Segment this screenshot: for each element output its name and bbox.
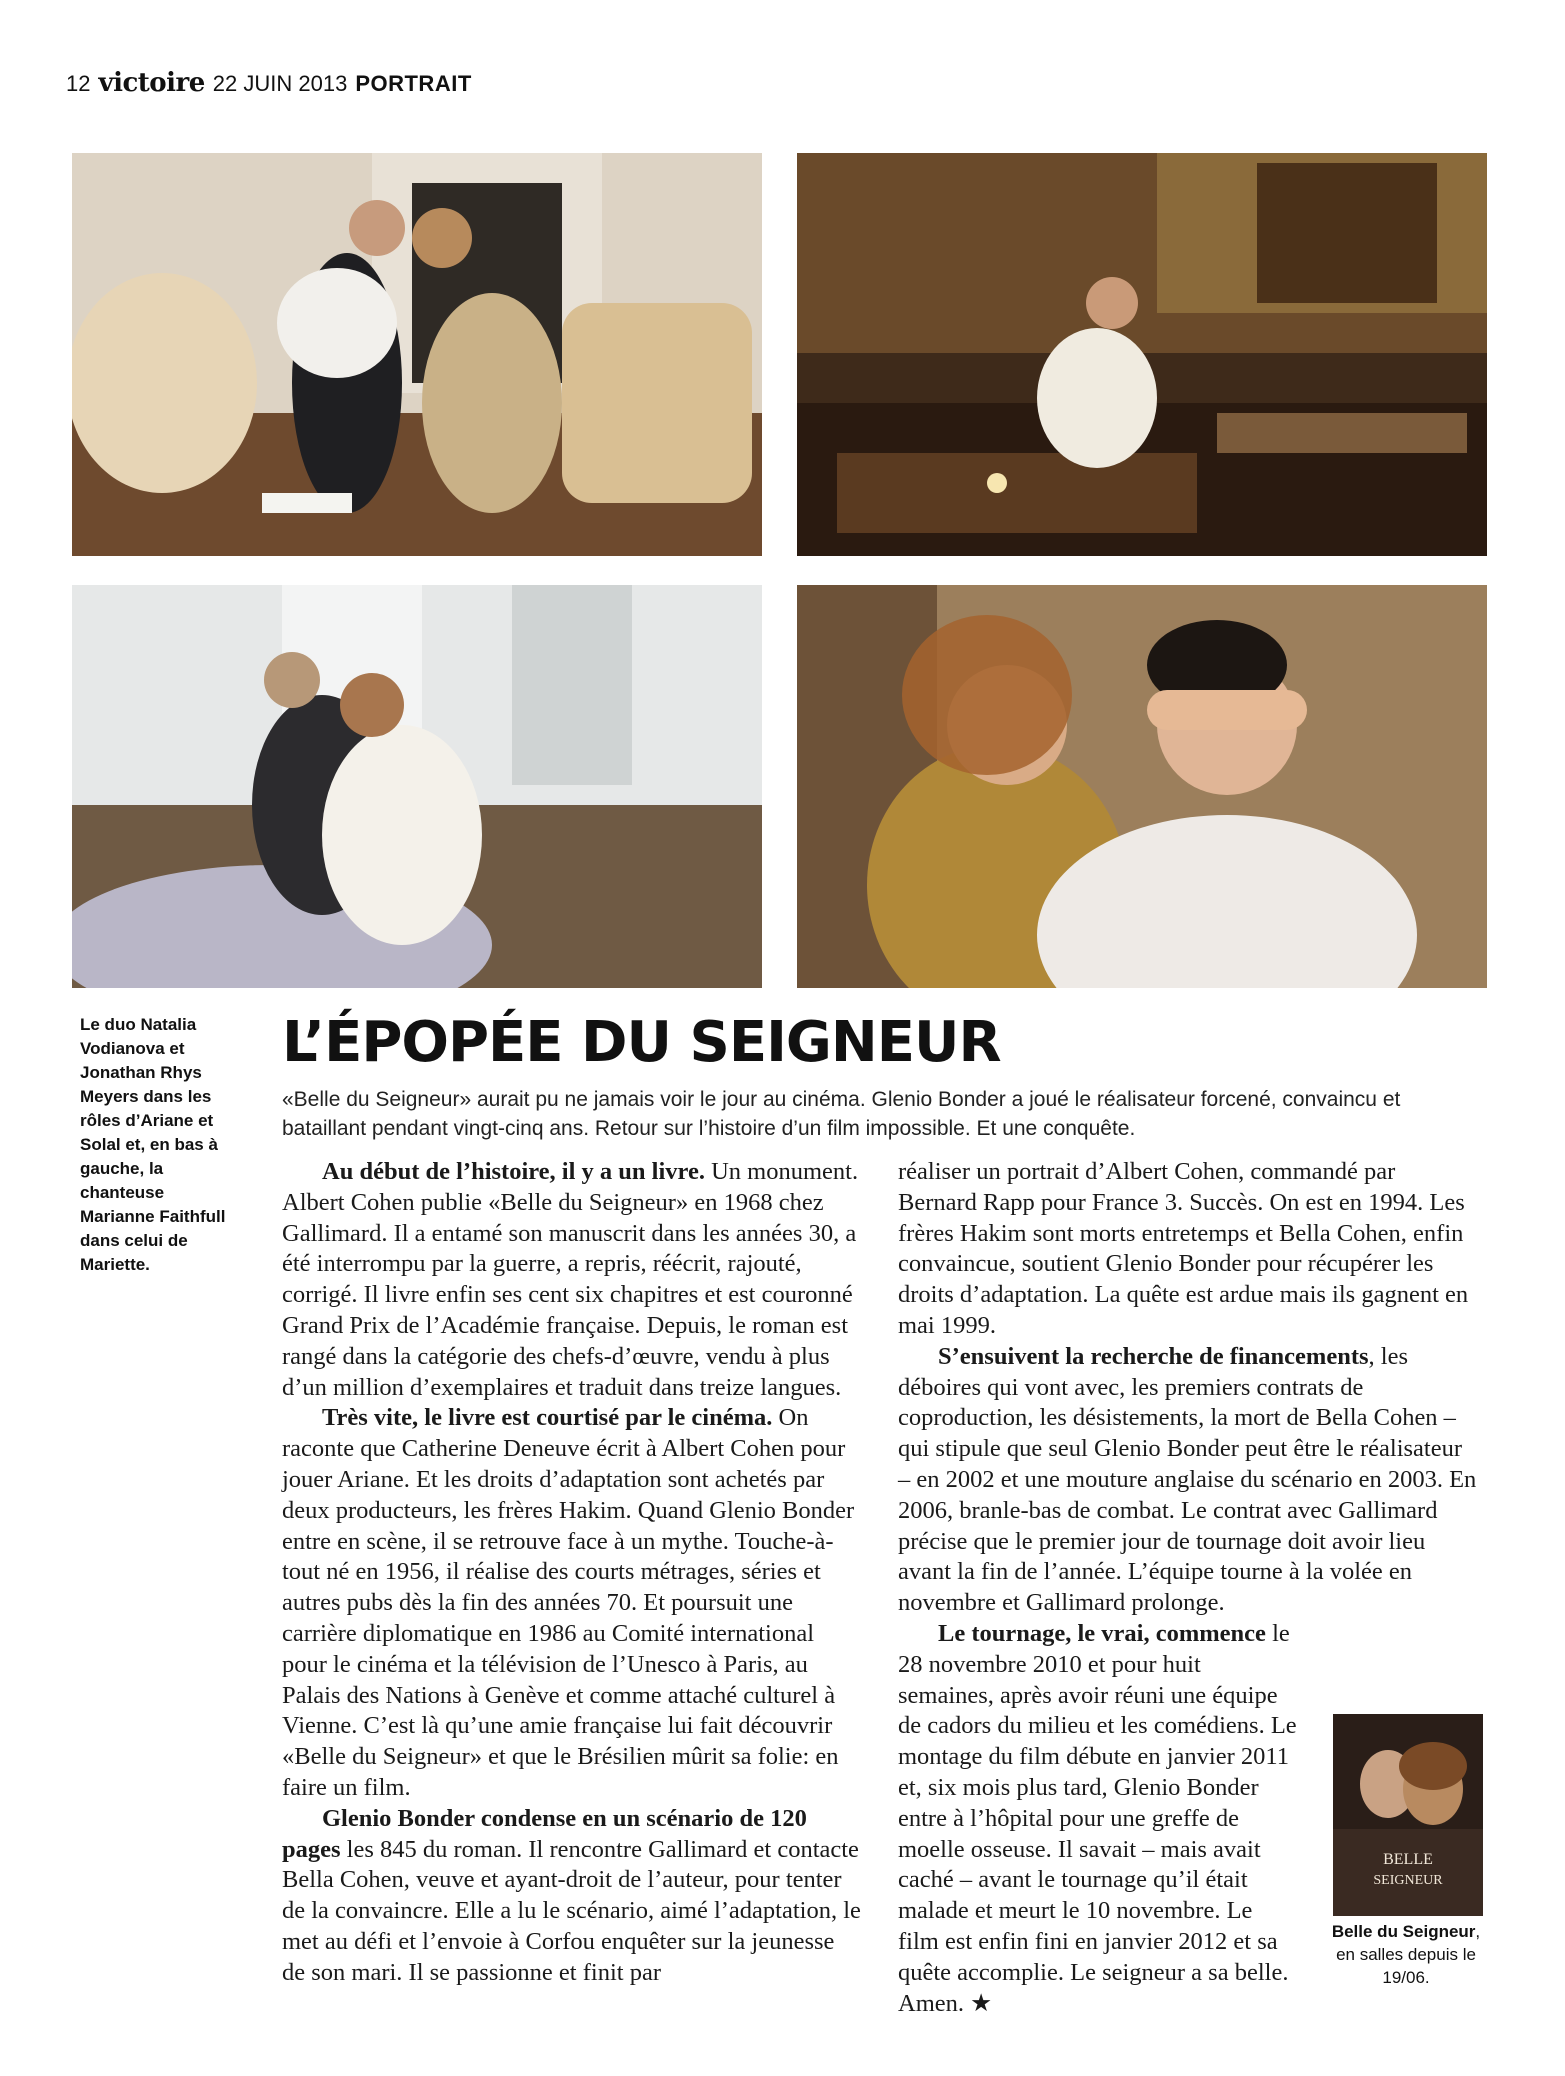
page-number: 12 bbox=[66, 71, 91, 96]
paragraph-text: le 28 novembre 2010 et pour huit semaines, après avoir réuni une équipe de cadors du milieu et les comédiens. Le montage du film débute en janvier 2011 et, six mois plus tard, Glenio Bonder entre à l’hôpital pour une greffe de moelle osseuse. Il savait – mais avait caché – avant le tournage qu’il était malade et meurt le 10 novembre. Le film est enfin fini en janvier 2012 et sa quête accomplie. Le seigneur a sa belle. Amen. ★ bbox=[898, 1619, 1297, 2017]
photo-man-desk bbox=[797, 153, 1487, 556]
photo-hands-over-eyes bbox=[797, 585, 1487, 988]
paragraph-lead: Très vite, le livre est courtisé par le cinéma. bbox=[322, 1404, 773, 1432]
photo-couple-fireplace bbox=[72, 153, 762, 556]
film-poster bbox=[1333, 1714, 1483, 1916]
paragraph-lead: S’ensuivent la recherche de financements bbox=[938, 1342, 1369, 1370]
paragraph-2 bbox=[282, 1403, 862, 1803]
paragraph-text: On raconte que Catherine Deneuve écrit à Albert Cohen pour jouer Ariane. Et les droits d’adaptation sont achetés par deux producteurs, les frères Hakim. Quand Glenio Bonder entre en scène, il se retrouve face à un mythe. Touche-à-tout né en 1956, il réalise des courts métrages, séries et autres pubs dès la fin des années 70. Et poursuit une carrière diplomatique en 1986 au Comité international pour le cinéma et la télévision de l’Unesco à Paris, au Palais des Nations à Genève et comme attaché culturel à Vienne. C’est là qu’une amie française lui fait découvrir «Belle du Seigneur» et que le Brésilien mûrit sa folie: en faire un film. bbox=[282, 1404, 855, 1801]
paragraph-lead: Au début de l’histoire, il y a un livre. bbox=[322, 1158, 705, 1185]
poster-title-line2: SEIGNEUR bbox=[1373, 1873, 1443, 1888]
poster-caption-text: , en salles depuis le 19/06. bbox=[1336, 1922, 1481, 1987]
issue-date: 22 JUIN 2013 bbox=[212, 71, 348, 96]
poster-caption-title: Belle du Seigneur bbox=[1331, 1922, 1476, 1941]
paragraph-5 bbox=[898, 1619, 1298, 2019]
paragraph-4 bbox=[898, 1342, 1478, 1619]
poster-title-line1: BELLE bbox=[1383, 1851, 1433, 1868]
section-label: PORTRAIT bbox=[355, 71, 472, 96]
paragraph-3-end: réaliser un portrait d’Albert Cohen, commandé par Bernard Rapp pour France 3. Succès. On est en 1994. Les frères Hakim sont morts entretemps et Bella Cohen, enfin convaincue, soutient Glenio Bonder pour récupérer les droits d’adaptation. La quête est ardue mais ils gagnent en mai 1999. bbox=[898, 1158, 1469, 1339]
paragraph-lead: Glenio Bonder condense en un scénario de 120 pages bbox=[282, 1804, 807, 1863]
magazine-logo: victoire bbox=[98, 68, 205, 98]
article-standfirst: «Belle du Seigneur» aurait pu ne jamais voir le jour au cinéma. Glenio Bonder a joué le réalisateur forcené, convaincu et bataillant pendant vingt-cinq ans. Retour sur l’histoire d’un film impossible. Et une conquête. bbox=[282, 1088, 1401, 1140]
paragraph-text: Un monument. Albert Cohen publie «Belle du Seigneur» en 1968 chez Gallimard. Il a entamé son manuscrit dans les années 30, a été interrompu par la guerre, a repris, réécrit, rajouté, corrigé. Il livre enfin ses cent six chapitres et est couronné Grand Prix de l’Académie française. Depuis, le roman est rangé dans la catégorie des chefs-d’œuvre, vendu à plus d’un million d’exemplaires et traduit dans treize langues. bbox=[282, 1158, 859, 1401]
poster-caption bbox=[1322, 1920, 1490, 1989]
photo-embrace-floor bbox=[72, 585, 762, 988]
paragraph-3-start bbox=[282, 1804, 862, 1989]
page-header bbox=[66, 68, 472, 102]
paragraph-1 bbox=[282, 1157, 862, 1403]
paragraph-text: , les déboires qui vont avec, les premiers contrats de coproduction, les désistements, la mort de Bella Cohen – qui stipule que seul Glenio Bonder peut être le réalisateur – en 2002 et une mouture anglaise du scénario en 2003. En 2006, branle-bas de combat. Le contrat avec Gallimard précise que le premier jour de tournage doit avoir lieu avant la fin de l’année. L’équipe tourne à la volée en novembre et Gallimard prolonge. bbox=[898, 1342, 1477, 1617]
article-headline: L’ÉPOPÉE DU SEIGNEUR bbox=[282, 1010, 1001, 1075]
paragraph-lead: Le tournage, le vrai, commence bbox=[938, 1619, 1266, 1647]
photo-caption: Le duo Natalia Vodianova et Jonathan Rhys Meyers dans les rôles d’Ariane et Solal et, en bas à gauche, la chanteuse Marianne Faithfull dans celui de Mariette. bbox=[80, 1015, 226, 1274]
article-column-1 bbox=[282, 1157, 862, 1989]
paragraph-text: les 845 du roman. Il rencontre Gallimard et contacte Bella Cohen, veuve et ayant-droit de l’auteur, pour tenter de la convaincre. Elle a lu le scénario, aimé l’adaptation, le met au défi et l’envoie à Corfou enquêter sur la jeunesse de son mari. Il se passionne et finit par bbox=[282, 1835, 861, 1986]
